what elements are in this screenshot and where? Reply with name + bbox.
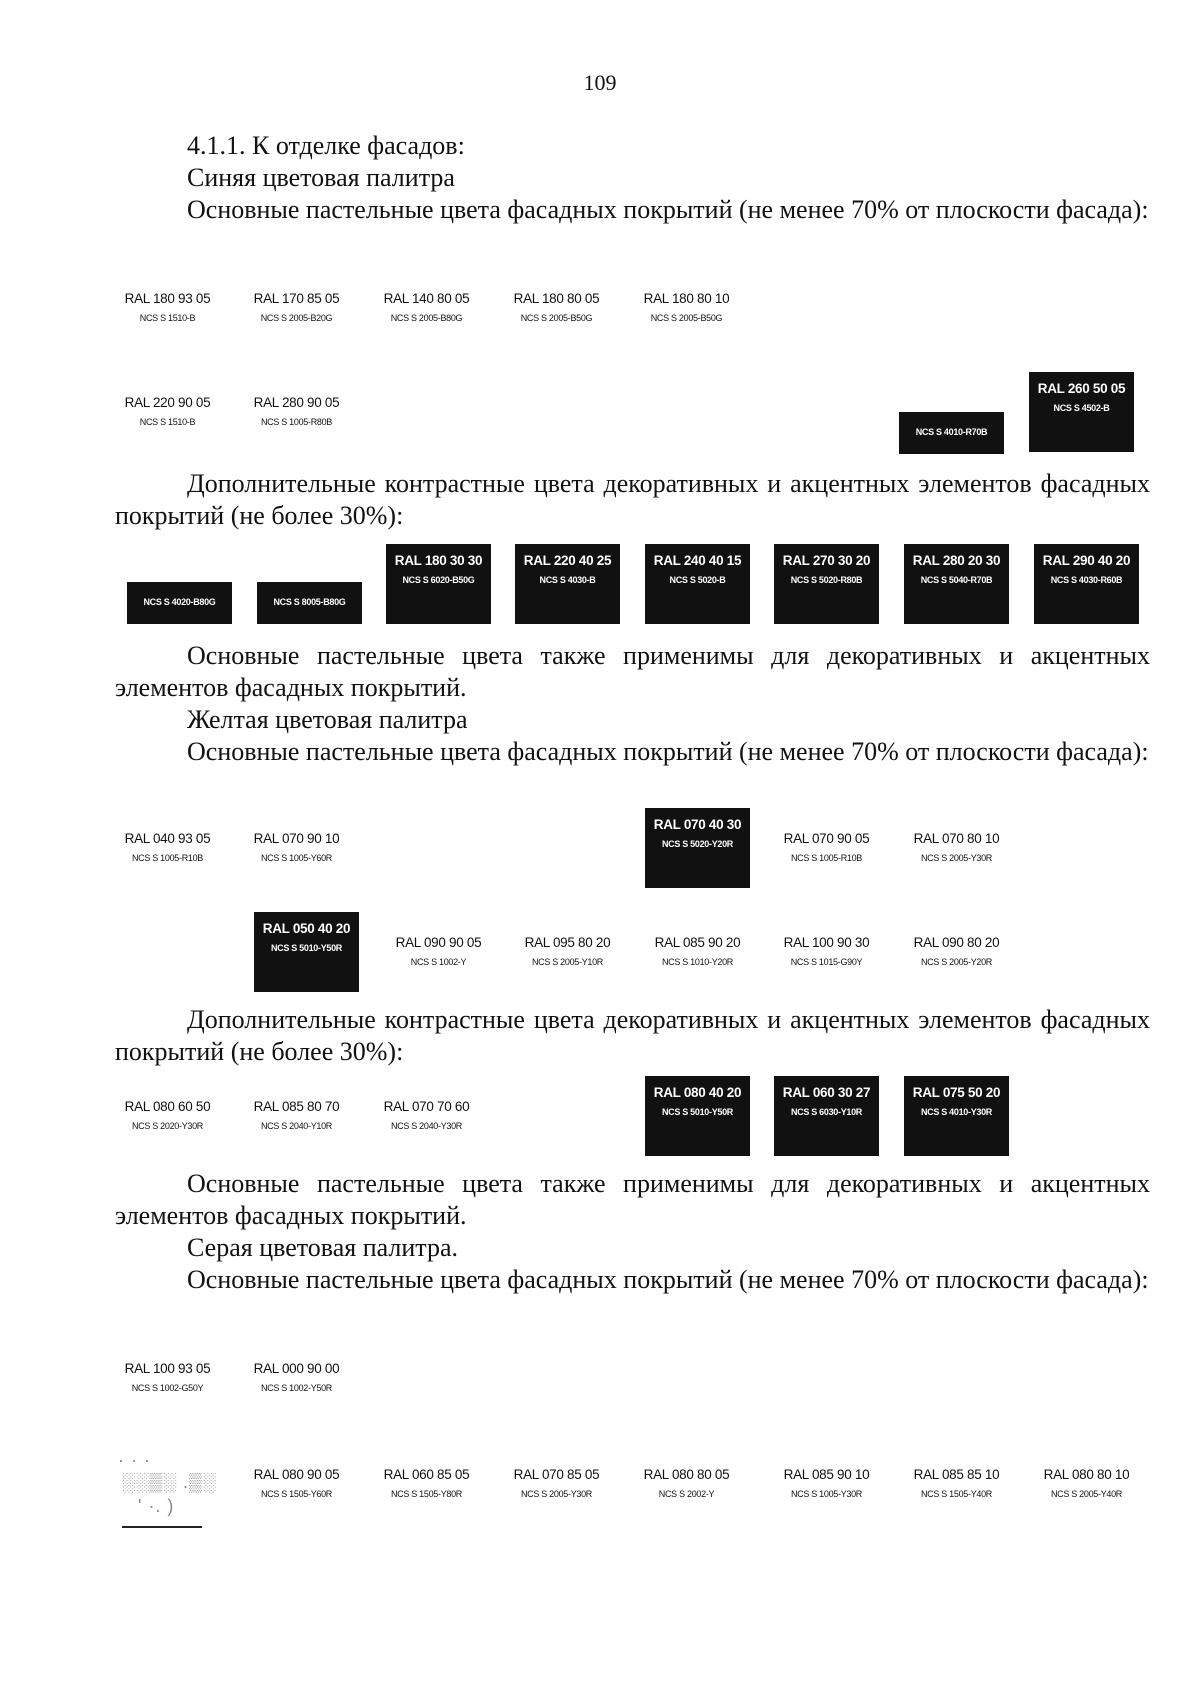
ncs-code: NCS S 8005-B80G xyxy=(273,597,346,607)
ncs-code: NCS S 2040-Y10R xyxy=(260,1121,333,1131)
faded-mark: ░░▒░ .▒░ xyxy=(122,1472,217,1492)
color-swatch xyxy=(115,386,220,466)
color-swatch xyxy=(904,926,1009,1006)
faded-swatch xyxy=(118,1448,228,1528)
color-swatch xyxy=(115,282,220,362)
faded-mark: ' ·. ) xyxy=(138,1496,175,1516)
color-swatch-dark xyxy=(254,912,359,992)
color-swatch xyxy=(515,926,620,1006)
ral-code: RAL 140 80 05 xyxy=(383,291,470,306)
yellow-main-text: Основные пастельные цвета фасадных покрытий (не менее 70% от плоскости фасада): xyxy=(187,737,1149,766)
ncs-code: NCS S 2005-B50G xyxy=(520,313,593,323)
color-swatch xyxy=(244,1458,349,1538)
ncs-code: NCS S 1505-Y40R xyxy=(920,1489,993,1499)
ncs-code: NCS S 1005-R80B xyxy=(260,417,333,427)
ncs-code: NCS S 1505-Y80R xyxy=(390,1489,463,1499)
color-swatch xyxy=(645,926,750,1006)
ncs-code: NCS S 4030-B xyxy=(539,575,596,585)
ncs-code: NCS S 1510-B xyxy=(139,417,196,427)
ncs-code: NCS S 2005-B50G xyxy=(650,313,723,323)
ral-code: RAL 090 90 05 xyxy=(395,935,482,950)
color-swatch xyxy=(115,1090,220,1170)
ncs-code: NCS S 2020-Y30R xyxy=(131,1121,204,1131)
color-swatch xyxy=(504,1458,609,1538)
ral-code: RAL 220 90 05 xyxy=(124,395,211,410)
ncs-code: NCS S 6030-Y10R xyxy=(790,1107,863,1117)
color-swatch xyxy=(634,1458,739,1538)
ral-code: RAL 085 90 20 xyxy=(654,935,741,950)
color-swatch-dark xyxy=(257,582,362,624)
ral-code: RAL 095 80 20 xyxy=(524,935,611,950)
color-swatch-dark xyxy=(899,412,1004,454)
ral-code: RAL 180 30 30 xyxy=(394,553,483,568)
color-swatch xyxy=(374,1090,479,1170)
faded-mark: · · · xyxy=(118,1450,151,1470)
color-swatch-dark xyxy=(774,1076,879,1156)
ncs-code: NCS S 1010-Y20R xyxy=(661,957,734,967)
ral-code: RAL 085 80 70 xyxy=(253,1099,340,1114)
color-swatch xyxy=(774,822,879,902)
ral-code: RAL 050 40 20 xyxy=(262,921,351,936)
ncs-code: NCS S 5010-Y50R xyxy=(661,1107,734,1117)
ral-code: RAL 180 80 10 xyxy=(643,291,730,306)
ral-code: RAL 240 40 15 xyxy=(653,553,742,568)
color-swatch-dark xyxy=(904,1076,1009,1156)
color-swatch-dark xyxy=(127,582,232,624)
color-swatch xyxy=(904,1458,1009,1538)
ncs-code: NCS S 4020-B80G xyxy=(143,597,216,607)
color-swatch xyxy=(244,1352,349,1432)
ncs-code: NCS S 1510-B xyxy=(139,313,196,323)
ncs-code: NCS S 5040-R70B xyxy=(920,575,993,585)
ral-code: RAL 180 93 05 xyxy=(124,291,211,306)
ncs-code: NCS S 1002-G50Y xyxy=(131,1383,204,1393)
ncs-code: NCS S 4030-R60B xyxy=(1050,575,1123,585)
ncs-code: NCS S 1005-R10B xyxy=(790,853,863,863)
ral-code: RAL 260 50 05 xyxy=(1037,381,1126,396)
color-swatch-dark xyxy=(645,808,750,888)
ral-code: RAL 070 80 10 xyxy=(913,831,1000,846)
color-swatch xyxy=(244,822,349,902)
ncs-code: NCS S 2005-Y40R xyxy=(1050,1489,1123,1499)
yellow-note-text: Основные пастельные цвета также применимы для декоративных и акцентных элементов фасадных покрытий. xyxy=(115,1169,1150,1230)
ral-code: RAL 070 90 05 xyxy=(783,831,870,846)
ral-code: RAL 280 20 30 xyxy=(912,553,1001,568)
ncs-code: NCS S 2040-Y30R xyxy=(390,1121,463,1131)
blue-main-text: Основные пастельные цвета фасадных покрытий (не менее 70% от плоскости фасада): xyxy=(187,195,1149,224)
ral-code: RAL 290 40 20 xyxy=(1042,553,1131,568)
ral-code: RAL 100 93 05 xyxy=(124,1361,211,1376)
ncs-code: NCS S 2005-Y10R xyxy=(531,957,604,967)
ral-code: RAL 060 85 05 xyxy=(383,1467,470,1482)
color-swatch xyxy=(1034,1458,1139,1538)
ral-code: RAL 100 90 30 xyxy=(783,935,870,950)
color-swatch-dark xyxy=(904,544,1009,624)
ncs-code: NCS S 2005-Y30R xyxy=(520,1489,593,1499)
ral-code: RAL 000 90 00 xyxy=(253,1361,340,1376)
color-swatch-dark xyxy=(645,1076,750,1156)
color-swatch xyxy=(244,1090,349,1170)
ncs-code: NCS S 1002-Y50R xyxy=(260,1383,333,1393)
ral-code: RAL 070 70 60 xyxy=(383,1099,470,1114)
ral-code: RAL 070 40 30 xyxy=(653,817,742,832)
color-swatch-dark xyxy=(515,544,620,624)
page-number: 109 xyxy=(583,70,617,95)
color-swatch xyxy=(244,282,349,362)
divider xyxy=(122,1526,202,1528)
ncs-code: NCS S 1015-G90Y xyxy=(790,957,863,967)
gray-main-text: Основные пастельные цвета фасадных покрытий (не менее 70% от плоскости фасада): xyxy=(187,1265,1149,1294)
color-swatch xyxy=(115,822,220,902)
color-swatch-dark xyxy=(386,544,491,624)
ncs-code: NCS S 5020-R80B xyxy=(790,575,863,585)
color-swatch-dark xyxy=(774,544,879,624)
yellow-palette-title: Желтая цветовая палитра xyxy=(187,705,468,734)
ral-code: RAL 075 50 20 xyxy=(912,1085,1001,1100)
color-swatch xyxy=(904,822,1009,902)
color-swatch xyxy=(115,1352,220,1432)
ncs-code: NCS S 5020-B xyxy=(669,575,726,585)
ncs-code: NCS S 1005-Y60R xyxy=(260,853,333,863)
ncs-code: NCS S 2005-B20G xyxy=(260,313,333,323)
ral-code: RAL 180 80 05 xyxy=(513,291,600,306)
ral-code: RAL 280 90 05 xyxy=(253,395,340,410)
color-swatch xyxy=(774,1458,879,1538)
ral-code: RAL 085 90 10 xyxy=(783,1467,870,1482)
color-swatch xyxy=(244,386,349,466)
color-swatch xyxy=(374,282,479,362)
ral-code: RAL 090 80 20 xyxy=(913,935,1000,950)
gray-palette-title: Серая цветовая палитра. xyxy=(187,1233,459,1262)
ral-code: RAL 220 40 25 xyxy=(523,553,612,568)
yellow-extra-text: Дополнительные контрастные цвета декоративных и акцентных элементов фасадных покрытий (не более 30%): xyxy=(115,1005,1150,1066)
ncs-code: NCS S 4502-B xyxy=(1053,403,1110,413)
ral-code: RAL 070 85 05 xyxy=(513,1467,600,1482)
ral-code: RAL 080 80 05 xyxy=(643,1467,730,1482)
color-swatch xyxy=(774,926,879,1006)
color-swatch-dark xyxy=(645,544,750,624)
ncs-code: NCS S 1005-Y30R xyxy=(790,1489,863,1499)
ral-code: RAL 080 90 05 xyxy=(253,1467,340,1482)
ral-code: RAL 060 30 27 xyxy=(782,1085,871,1100)
color-swatch xyxy=(386,926,491,1006)
color-swatch-dark xyxy=(1034,544,1139,624)
ral-code: RAL 070 90 10 xyxy=(253,831,340,846)
ncs-code: NCS S 5020-Y20R xyxy=(661,839,734,849)
ncs-code: NCS S 4010-Y30R xyxy=(920,1107,993,1117)
ncs-code: NCS S 2005-Y30R xyxy=(920,853,993,863)
ncs-code: NCS S 6020-B50G xyxy=(402,575,475,585)
ncs-code: NCS S 5010-Y50R xyxy=(270,943,343,953)
ral-code: RAL 080 60 50 xyxy=(124,1099,211,1114)
color-swatch xyxy=(374,1458,479,1538)
ral-code: RAL 170 85 05 xyxy=(253,291,340,306)
ral-code: RAL 080 40 20 xyxy=(653,1085,742,1100)
blue-extra-text: Дополнительные контрастные цвета декоративных и акцентных элементов фасадных покрытий (не более 30%): xyxy=(115,469,1150,530)
ncs-code: NCS S 2002-Y xyxy=(658,1489,715,1499)
ncs-code: NCS S 1005-R10B xyxy=(131,853,204,863)
section-heading: 4.1.1. К отделке фасадов: xyxy=(187,131,465,160)
ral-code: RAL 040 93 05 xyxy=(124,831,211,846)
blue-palette-title: Синяя цветовая палитра xyxy=(187,163,455,192)
color-swatch xyxy=(504,282,609,362)
ncs-code: NCS S 1002-Y xyxy=(410,957,467,967)
ncs-code: NCS S 2005-B80G xyxy=(390,313,463,323)
color-swatch xyxy=(634,282,739,362)
color-swatch-dark xyxy=(1029,372,1134,452)
ral-code: RAL 270 30 20 xyxy=(782,553,871,568)
ral-code: RAL 080 80 10 xyxy=(1043,1467,1130,1482)
ncs-code: NCS S 2005-Y20R xyxy=(920,957,993,967)
ral-code: RAL 085 85 10 xyxy=(913,1467,1000,1482)
blue-note-text: Основные пастельные цвета также применимы для декоративных и акцентных элементов фасадных покрытий. xyxy=(115,641,1150,702)
ncs-code: NCS S 4010-R70B xyxy=(915,427,988,437)
ncs-code: NCS S 1505-Y60R xyxy=(260,1489,333,1499)
